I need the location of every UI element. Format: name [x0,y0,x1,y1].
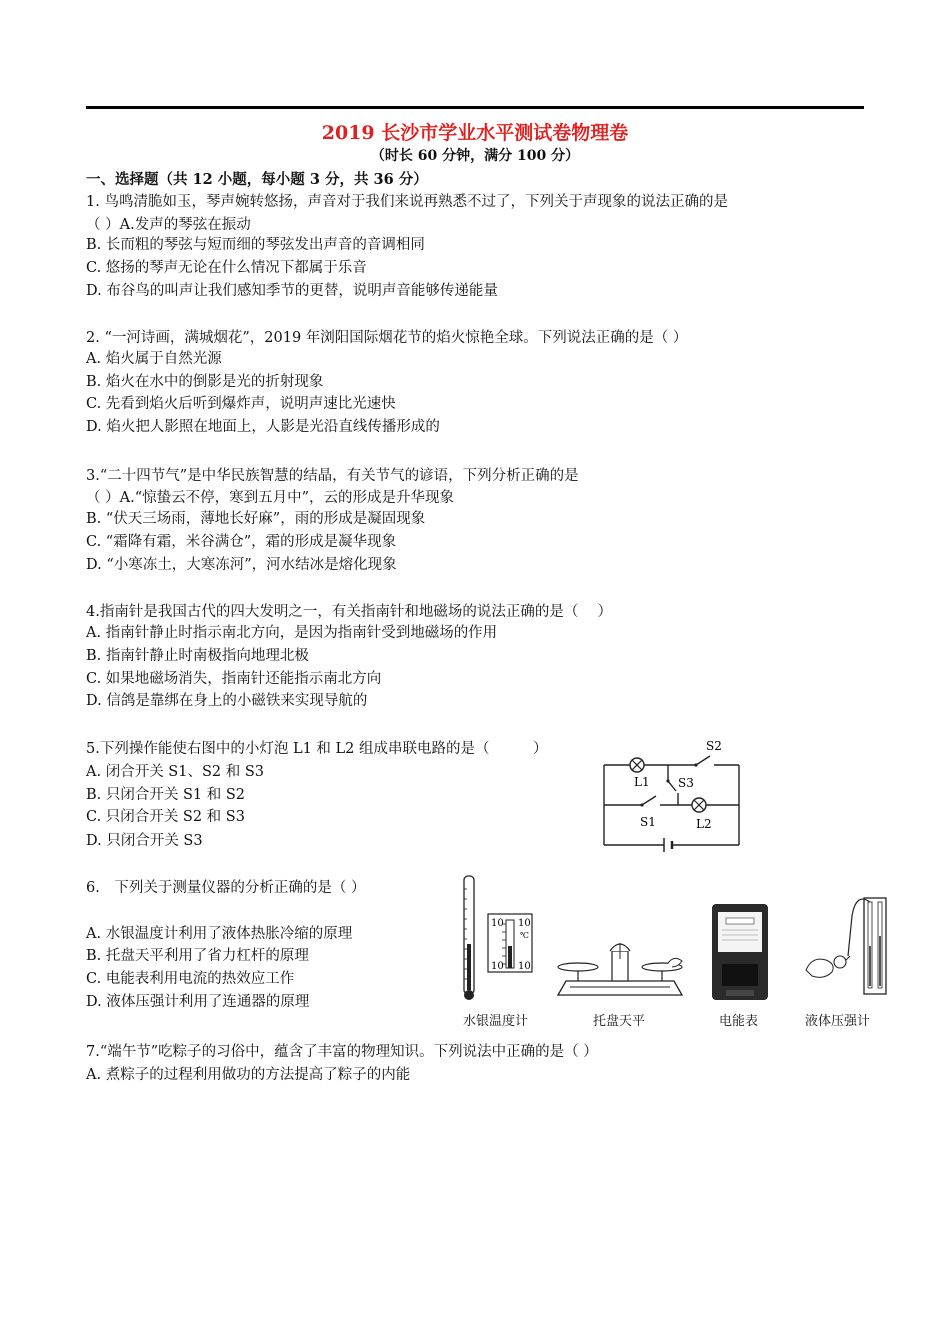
q6-stem: 6. 下列关于测量仪器的分析正确的是（ ） [86,880,366,896]
q1-option-c: C. 悠扬的琴声无论在什么情况下都属于乐音 [86,260,367,276]
q5-option-d: D. 只闭合开关 S3 [86,833,203,849]
thermo-top-label: 10 [491,918,504,929]
q1-option-b: B. 长而粗的琴弦与短而细的琴弦发出声音的音调相同 [86,237,425,253]
q3-option-b: B. “伏天三场雨，薄地长好麻”，雨的形成是凝固现象 [86,511,426,527]
q4-option-d: D. 信鸽是靠绑在身上的小磁铁来实现导航的 [86,693,368,709]
thermo-unit: ℃ [520,931,529,940]
pressure-gauge-icon [796,896,892,998]
thermometer-icon [458,874,538,1004]
q7-option-a: A. 煮粽子的过程利用做功的方法提高了粽子的内能 [86,1067,411,1083]
lamp-l1-icon [630,758,644,772]
q2-option-d: D. 焰火把人影照在地面上，人影是光沿直线传播形成的 [86,419,440,435]
section-heading: 一、选择题（共 12 小题，每小题 3 分，共 36 分） [86,171,428,188]
caption-pressure-gauge: 液体压强计 [805,1014,871,1029]
q3-option-c: C. “霜降有霜，米谷满仓”，霜的形成是凝华现象 [86,534,397,550]
top-rule [86,106,864,109]
thermo-top-label-right: 10 [518,918,531,929]
label-s1: S1 [640,815,656,829]
q4-option-a: A. 指南针静止时指示南北方向，是因为指南针受到地磁场的作用 [86,625,498,641]
caption-meter: 电能表 [719,1014,759,1029]
q2-option-b: B. 焰火在水中的倒影是光的折射现象 [86,374,324,390]
label-l2: L2 [696,817,712,831]
q2-option-a: A. 焰火属于自然光源 [86,351,222,367]
thermo-bottom-label: 10 [491,961,504,972]
q4-stem: 4.指南针是我国古代的四大发明之一，有关指南针和地磁场的说法正确的是（ ） [86,604,612,620]
battery-icon [664,838,672,852]
q7-stem: 7.“端午节”吃粽子的习俗中，蕴含了丰富的物理知识。下列说法中正确的是（ ） [86,1044,598,1060]
q6-option-b: B. 托盘天平利用了省力杠杆的原理 [86,948,309,964]
page-subtitle: （时长 60 分钟，满分 100 分） [370,148,580,164]
lamp-l2-icon [692,798,706,812]
circuit-diagram [598,735,748,860]
q5-option-b: B. 只闭合开关 S1 和 S2 [86,787,246,803]
label-s3: S3 [678,776,694,790]
q6-option-a: A. 水银温度计利用了液体热胀冷缩的原理 [86,926,353,942]
electric-meter-icon [710,902,770,1002]
q3-option-a: （ ）A.“惊蛰云不停，寒到五月中”，云的形成是升华现象 [86,490,455,506]
caption-balance: 托盘天平 [593,1014,646,1029]
q3-option-d: D. “小寒冻土，大寒冻河”，河水结冰是熔化现象 [86,557,397,573]
q3-stem: 3.“二十四节气”是中华民族智慧的结晶，有关节气的谚语，下列分析正确的是 [86,468,579,484]
balance-icon [550,935,690,1005]
page-title: 2019 长沙市学业水平测试卷物理卷 [321,122,629,144]
q1-option-a: （ ）A.发声的琴弦在振动 [86,217,251,233]
q4-option-b: B. 指南针静止时南极指向地理北极 [86,648,309,664]
q1-option-d: D. 布谷鸟的叫声让我们感知季节的更替，说明声音能够传递能量 [86,283,498,299]
q1-stem: 1. 鸟鸣清脆如玉，琴声婉转悠扬，声音对于我们来说再熟悉不过了，下列关于声现象的说法正确的是 [86,194,728,210]
label-l1: L1 [634,775,650,789]
q2-stem: 2. “一河诗画，满城烟花”，2019 年浏阳国际烟花节的焰火惊艳全球。下列说法正确的是（ ） [86,330,688,346]
q4-option-c: C. 如果地磁场消失，指南针还能指示南北方向 [86,671,382,687]
label-s2: S2 [706,739,722,753]
q5-option-a: A. 闭合开关 S1、S2 和 S3 [86,764,264,780]
q6-option-c: C. 电能表利用电流的热效应工作 [86,971,295,987]
q6-option-d: D. 液体压强计利用了连通器的原理 [86,994,310,1010]
q2-option-c: C. 先看到焰火后听到爆炸声，说明声速比光速快 [86,396,396,412]
q5-option-c: C. 只闭合开关 S2 和 S3 [86,809,245,825]
thermo-bottom-label-right: 10 [518,961,531,972]
caption-thermometer: 水银温度计 [463,1014,529,1029]
q5-stem: 5.下列操作能使右图中的小灯泡 L1 和 L2 组成串联电路的是（ ） [86,741,548,757]
